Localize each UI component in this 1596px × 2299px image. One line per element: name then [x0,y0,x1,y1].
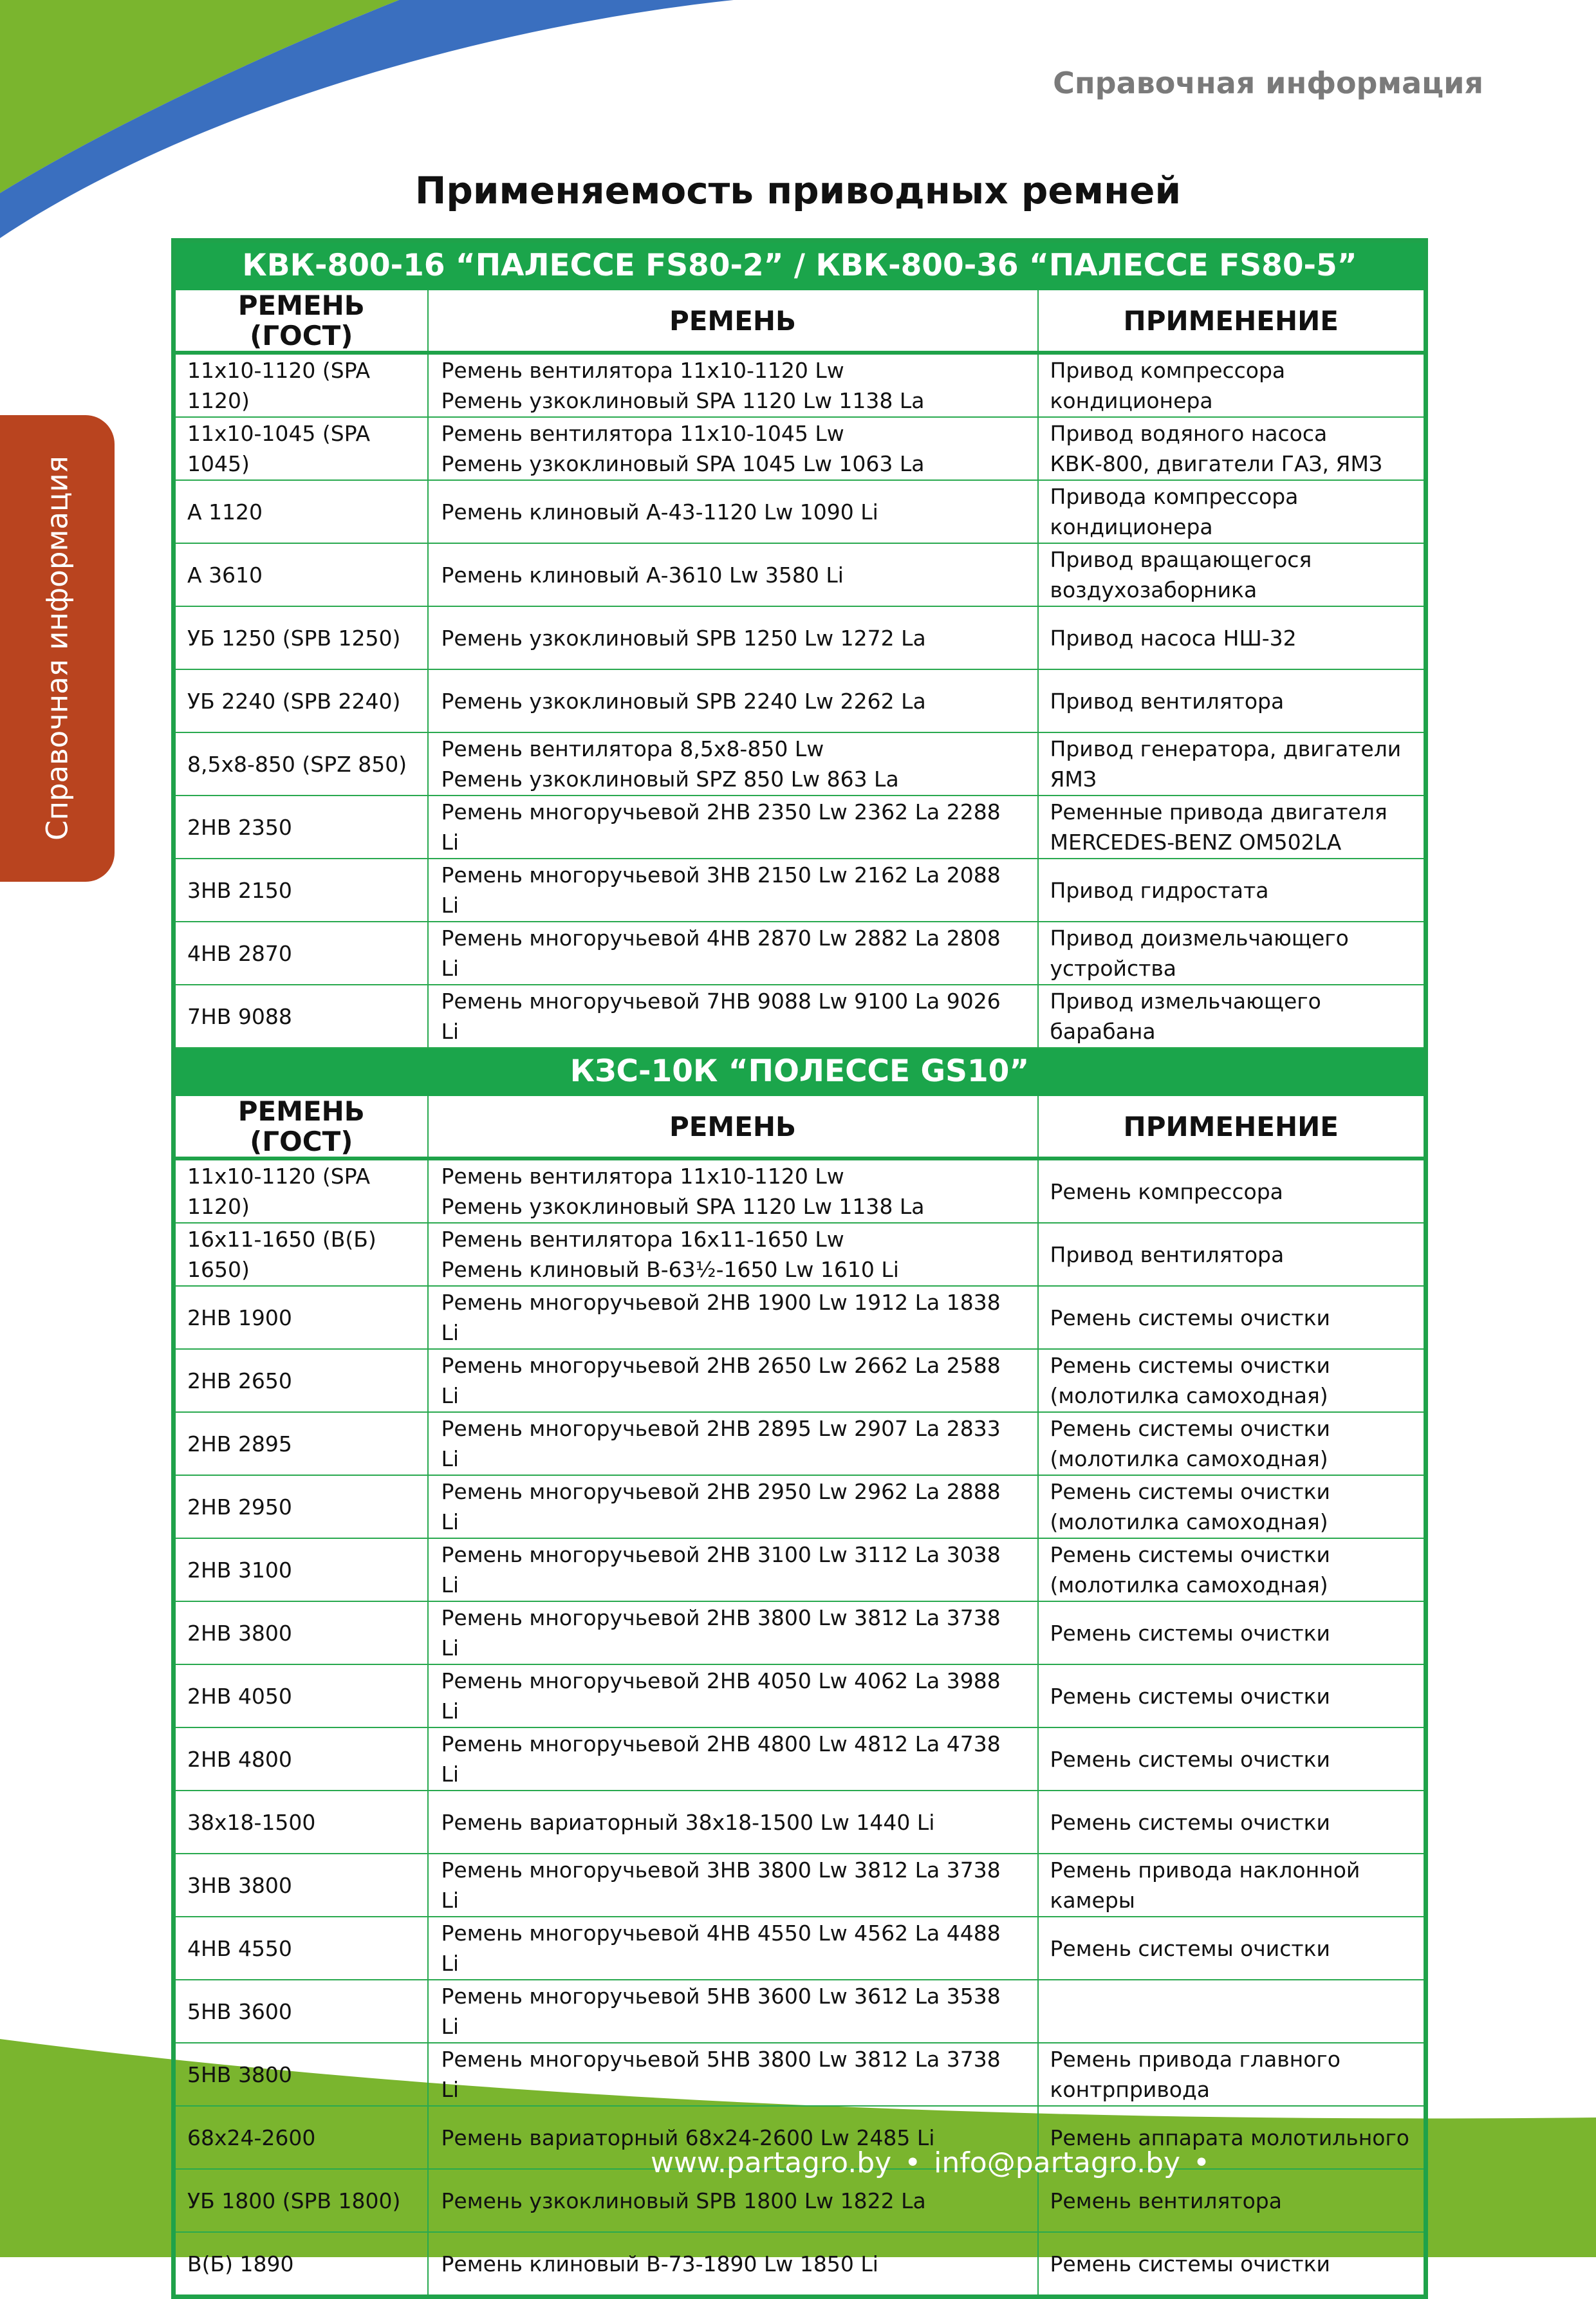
belt-cell: Ремень многоручьевой 3НВ 3800 Lw 3812 La 3738 Li [428,1854,1038,1917]
table-row [174,1727,1426,1791]
belt-cell: Ремень многоручьевой 5НВ 3600 Lw 3612 La 3538 Li [428,1980,1038,2043]
application-cell: Ремень системы очистки (молотилка самоходная) [1038,1475,1426,1538]
gost-cell: 2НВ 3800 [174,1601,428,1664]
table-row [174,417,1426,480]
table-row [174,2232,1426,2297]
belts-table [171,238,1428,2299]
table-row [174,1538,1426,1601]
side-tab-label: Справочная информация [40,456,75,841]
gost-cell: 2НВ 3100 [174,1538,428,1601]
application-cell: Ремень системы очистки (молотилка самоходная) [1038,1349,1426,1412]
application-cell: Привод вращающегося воздухозаборника [1038,543,1426,606]
application-cell: Привода компрессора кондиционера [1038,480,1426,543]
belt-cell: Ремень узкоклиновый SPB 1800 Lw 1822 La [428,2169,1038,2232]
table-row [174,1917,1426,1980]
belt-cell: Ремень вариаторный 38х18-1500 Lw 1440 Li [428,1791,1038,1854]
application-cell: Ремень вентилятора [1038,2169,1426,2232]
gost-cell: УБ 2240 (SPB 2240) [174,669,428,732]
header-label: Справочная информация [1053,66,1483,100]
application-cell: Ремень системы очистки [1038,1601,1426,1664]
gost-cell: 11х10-1120 (SPA 1120) [174,353,428,417]
column-header-row [174,290,1426,353]
footer-contacts [651,2146,1223,2179]
column-header: ПРИМЕНЕНИЕ [1038,290,1426,353]
table-row [174,922,1426,985]
belt-cell: Ремень многоручьевой 4НВ 4550 Lw 4562 La 4488 Li [428,1917,1038,1980]
column-header: РЕМЕНЬ (ГОСТ) [174,290,428,353]
application-cell: Ремень системы очистки [1038,1286,1426,1349]
application-cell: Привод компрессора кондиционера [1038,353,1426,417]
application-cell: Ремень компрессора [1038,1159,1426,1223]
table-row [174,1664,1426,1727]
belts-table-container [171,238,1424,2299]
application-cell: Привод вентилятора [1038,1223,1426,1286]
table-row [174,1854,1426,1917]
table-row [174,480,1426,543]
column-header-row [174,1095,1426,1159]
table-row [174,1475,1426,1538]
table-row [174,1601,1426,1664]
belt-cell: Ремень многоручьевой 2НВ 4800 Lw 4812 La 4738 Li [428,1727,1038,1791]
belt-cell: Ремень многоручьевой 4НВ 2870 Lw 2882 La 2808 Li [428,922,1038,985]
side-tab [0,415,115,882]
application-cell: Привод водяного насоса КВК-800, двигатели ГАЗ, ЯМЗ [1038,417,1426,480]
column-header: ПРИМЕНЕНИЕ [1038,1095,1426,1159]
belt-cell: Ремень вентилятора 11х10-1045 Lw Ремень узкоклиновый SPA 1045 Lw 1063 La [428,417,1038,480]
application-cell: Ремень аппарата молотильного [1038,2106,1426,2169]
application-cell: Ремень системы очистки [1038,1917,1426,1980]
belt-cell: Ремень многоручьевой 2НВ 2950 Lw 2962 La 2888 Li [428,1475,1038,1538]
belt-cell: Ремень вентилятора 11х10-1120 Lw Ремень узкоклиновый SPA 1120 Lw 1138 La [428,353,1038,417]
column-header: РЕМЕНЬ [428,290,1038,353]
belt-cell: Ремень многоручьевой 2НВ 1900 Lw 1912 La 1838 Li [428,1286,1038,1349]
gost-cell: 16х11-1650 (В(Б) 1650) [174,1223,428,1286]
belt-cell: Ремень вариаторный 68х24-2600 Lw 2485 Li [428,2106,1038,2169]
table-row [174,732,1426,796]
belt-cell: Ремень многоручьевой 2НВ 4050 Lw 4062 La 3988 Li [428,1664,1038,1727]
belt-cell: Ремень многоручьевой 2НВ 3800 Lw 3812 La 3738 Li [428,1601,1038,1664]
gost-cell: 2НВ 2350 [174,796,428,859]
table-row [174,353,1426,417]
belt-cell: Ремень многоручьевой 2НВ 2350 Lw 2362 La 2288 Li [428,796,1038,859]
table-row [174,1223,1426,1286]
belt-cell: Ремень многоручьевой 3НВ 2150 Lw 2162 La 2088 Li [428,859,1038,922]
table-row [174,2043,1426,2106]
belt-cell: Ремень узкоклиновый SPB 2240 Lw 2262 La [428,669,1038,732]
table-row [174,606,1426,669]
table-row [174,1412,1426,1475]
belt-cell: Ремень узкоклиновый SPB 1250 Lw 1272 La [428,606,1038,669]
application-cell: Ремень системы очистки (молотилка самоходная) [1038,1412,1426,1475]
gost-cell: УБ 1250 (SPB 1250) [174,606,428,669]
gost-cell: 38х18-1500 [174,1791,428,1854]
application-cell: Привод измельчающего барабана [1038,985,1426,1048]
table-row [174,1286,1426,1349]
gost-cell: В(Б) 1890 [174,2232,428,2297]
gost-cell: 2НВ 2650 [174,1349,428,1412]
column-header: РЕМЕНЬ (ГОСТ) [174,1095,428,1159]
gost-cell: А 3610 [174,543,428,606]
belt-cell: Ремень многоручьевой 5НВ 3800 Lw 3812 La 3738 Li [428,2043,1038,2106]
application-cell: Ремень системы очистки [1038,1727,1426,1791]
footer-separator: • [1193,2146,1210,2179]
table-row [174,1980,1426,2043]
table-row [174,796,1426,859]
application-cell: Ременные привода двигателя MERCEDES-BENZ OM502LA [1038,796,1426,859]
gost-cell: 2НВ 1900 [174,1286,428,1349]
application-cell: Привод генератора, двигатели ЯМЗ [1038,732,1426,796]
application-cell: Ремень системы очистки (молотилка самоходная) [1038,1538,1426,1601]
table-row [174,1791,1426,1854]
gost-cell: УБ 1800 (SPB 1800) [174,2169,428,2232]
gost-cell: 2НВ 4800 [174,1727,428,1791]
table-row [174,859,1426,922]
belt-cell: Ремень многоручьевой 2НВ 3100 Lw 3112 La 3038 Li [428,1538,1038,1601]
application-cell: Привод доизмельчающего устройства [1038,922,1426,985]
column-header: РЕМЕНЬ [428,1095,1038,1159]
table-row [174,543,1426,606]
application-cell: Привод вентилятора [1038,669,1426,732]
page-title: Применяемость приводных ремней [414,169,1182,212]
gost-cell: 5НВ 3800 [174,2043,428,2106]
application-cell: Ремень системы очистки [1038,2232,1426,2297]
table-row [174,669,1426,732]
gost-cell: 3НВ 3800 [174,1854,428,1917]
belt-cell: Ремень клиновый А-3610 Lw 3580 Li [428,543,1038,606]
gost-cell: 3НВ 2150 [174,859,428,922]
section-header-row [174,241,1426,290]
gost-cell: 2НВ 2895 [174,1412,428,1475]
belt-cell: Ремень вентилятора 11х10-1120 Lw Ремень узкоклиновый SPA 1120 Lw 1138 La [428,1159,1038,1223]
table-row [174,1349,1426,1412]
belt-cell: Ремень клиновый А-43-1120 Lw 1090 Li [428,480,1038,543]
gost-cell: 68х24-2600 [174,2106,428,2169]
gost-cell: 4НВ 2870 [174,922,428,985]
gost-cell: 2НВ 4050 [174,1664,428,1727]
belts-table-body [174,241,1426,2297]
application-cell: Привод насоса НШ-32 [1038,606,1426,669]
email-link[interactable]: info@partagro.by [934,2146,1181,2179]
gost-cell: 7НВ 9088 [174,985,428,1048]
section-title: КЗС-10К “ПОЛЕССЕ GS10” [174,1048,1426,1095]
gost-cell: 2НВ 2950 [174,1475,428,1538]
belt-cell: Ремень многоручьевой 2НВ 2650 Lw 2662 La 2588 Li [428,1349,1038,1412]
gost-cell: 8,5х8-850 (SPZ 850) [174,732,428,796]
section-title: КВК-800-16 “ПАЛЕССЕ FS80-2” / КВК-800-36 “ПАЛЕССЕ FS80-5” [174,241,1426,290]
gost-cell: 11х10-1045 (SPA 1045) [174,417,428,480]
website-link[interactable]: www.partagro.by [650,2146,892,2179]
gost-cell: 5НВ 3600 [174,1980,428,2043]
application-cell: Привод гидростата [1038,859,1426,922]
table-row [174,985,1426,1048]
belt-cell: Ремень вентилятора 16х11-1650 Lw Ремень клиновый В-63½-1650 Lw 1610 Li [428,1223,1038,1286]
table-row [174,1159,1426,1223]
belt-cell: Ремень клиновый В-73-1890 Lw 1850 Li [428,2232,1038,2297]
footer-separator: • [904,2146,922,2179]
belt-cell: Ремень многоручьевой 2НВ 2895 Lw 2907 La 2833 Li [428,1412,1038,1475]
gost-cell: А 1120 [174,480,428,543]
application-cell: Ремень системы очистки [1038,1791,1426,1854]
gost-cell: 4НВ 4550 [174,1917,428,1980]
gost-cell: 11х10-1120 (SPA 1120) [174,1159,428,1223]
application-cell: Ремень привода главного контрпривода [1038,2043,1426,2106]
application-cell: Ремень системы очистки [1038,1664,1426,1727]
belt-cell: Ремень вентилятора 8,5х8-850 Lw Ремень узкоклиновый SPZ 850 Lw 863 La [428,732,1038,796]
application-cell: Ремень привода наклонной камеры [1038,1854,1426,1917]
application-cell [1038,1980,1426,2043]
section-header-row [174,1048,1426,1095]
belt-cell: Ремень многоручьевой 7НВ 9088 Lw 9100 La 9026 Li [428,985,1038,1048]
